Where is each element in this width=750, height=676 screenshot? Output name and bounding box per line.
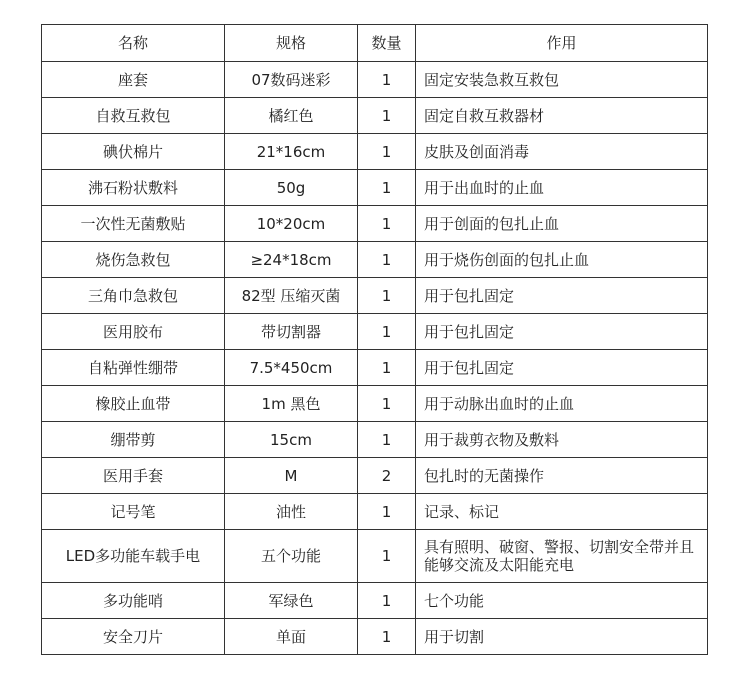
header-qty: 数量	[358, 25, 416, 62]
table-row	[42, 278, 708, 314]
cell-qty: 2	[358, 458, 416, 494]
cell-name: 沸石粉状敷料	[42, 170, 225, 206]
cell-qty: 1	[358, 386, 416, 422]
cell-spec: 油性	[225, 494, 358, 530]
cell-qty: 1	[358, 62, 416, 98]
cell-use: 用于切割	[416, 619, 708, 655]
table-row	[42, 62, 708, 98]
table-row	[42, 530, 708, 583]
cell-name: 三角巾急救包	[42, 278, 225, 314]
table-row	[42, 619, 708, 655]
cell-name: 医用手套	[42, 458, 225, 494]
cell-use: 用于裁剪衣物及敷料	[416, 422, 708, 458]
cell-qty: 1	[358, 242, 416, 278]
cell-spec: 单面	[225, 619, 358, 655]
table-row	[42, 170, 708, 206]
cell-name: 绷带剪	[42, 422, 225, 458]
cell-name: 安全刀片	[42, 619, 225, 655]
cell-name: 座套	[42, 62, 225, 98]
table-header-row	[42, 25, 708, 62]
cell-use: 七个功能	[416, 583, 708, 619]
header-use: 作用	[416, 25, 708, 62]
table-row	[42, 422, 708, 458]
cell-spec: 带切割器	[225, 314, 358, 350]
cell-use: 皮肤及创面消毒	[416, 134, 708, 170]
cell-name: 烧伤急救包	[42, 242, 225, 278]
cell-qty: 1	[358, 530, 416, 583]
table-row	[42, 134, 708, 170]
header-name: 名称	[42, 25, 225, 62]
cell-use: 用于创面的包扎止血	[416, 206, 708, 242]
cell-use: 用于烧伤创面的包扎止血	[416, 242, 708, 278]
table-row	[42, 314, 708, 350]
cell-name: 医用胶布	[42, 314, 225, 350]
cell-use: 用于包扎固定	[416, 314, 708, 350]
cell-spec: 21*16cm	[225, 134, 358, 170]
equipment-table	[41, 24, 708, 655]
cell-name: 橡胶止血带	[42, 386, 225, 422]
header-spec: 规格	[225, 25, 358, 62]
table-row	[42, 206, 708, 242]
table-row	[42, 386, 708, 422]
cell-qty: 1	[358, 583, 416, 619]
cell-spec: 10*20cm	[225, 206, 358, 242]
cell-qty: 1	[358, 134, 416, 170]
cell-name: 自救互救包	[42, 98, 225, 134]
cell-spec: 07数码迷彩	[225, 62, 358, 98]
table-row	[42, 98, 708, 134]
table-row	[42, 350, 708, 386]
cell-qty: 1	[358, 278, 416, 314]
table-row	[42, 494, 708, 530]
cell-qty: 1	[358, 350, 416, 386]
cell-qty: 1	[358, 619, 416, 655]
cell-use: 具有照明、破窗、警报、切割安全带并且能够交流及太阳能充电	[416, 530, 708, 583]
cell-qty: 1	[358, 170, 416, 206]
cell-name: LED多功能车载手电	[42, 530, 225, 583]
cell-use: 包扎时的无菌操作	[416, 458, 708, 494]
cell-spec: 50g	[225, 170, 358, 206]
cell-spec: M	[225, 458, 358, 494]
cell-spec: 7.5*450cm	[225, 350, 358, 386]
cell-use: 用于包扎固定	[416, 278, 708, 314]
cell-qty: 1	[358, 206, 416, 242]
cell-spec: 橘红色	[225, 98, 358, 134]
cell-spec: 五个功能	[225, 530, 358, 583]
cell-qty: 1	[358, 494, 416, 530]
cell-spec: 1m 黑色	[225, 386, 358, 422]
cell-name: 多功能哨	[42, 583, 225, 619]
cell-qty: 1	[358, 98, 416, 134]
cell-name: 碘伏棉片	[42, 134, 225, 170]
table-row	[42, 458, 708, 494]
cell-name: 一次性无菌敷贴	[42, 206, 225, 242]
cell-use: 记录、标记	[416, 494, 708, 530]
cell-spec: 15cm	[225, 422, 358, 458]
cell-use: 固定安装急救互救包	[416, 62, 708, 98]
cell-name: 记号笔	[42, 494, 225, 530]
cell-qty: 1	[358, 422, 416, 458]
cell-spec: ≥24*18cm	[225, 242, 358, 278]
table-row	[42, 242, 708, 278]
cell-spec: 82型 压缩灭菌	[225, 278, 358, 314]
table-row	[42, 583, 708, 619]
cell-use: 用于动脉出血时的止血	[416, 386, 708, 422]
cell-spec: 军绿色	[225, 583, 358, 619]
cell-use: 固定自救互救器材	[416, 98, 708, 134]
cell-name: 自粘弹性绷带	[42, 350, 225, 386]
cell-use: 用于包扎固定	[416, 350, 708, 386]
cell-qty: 1	[358, 314, 416, 350]
cell-use: 用于出血时的止血	[416, 170, 708, 206]
